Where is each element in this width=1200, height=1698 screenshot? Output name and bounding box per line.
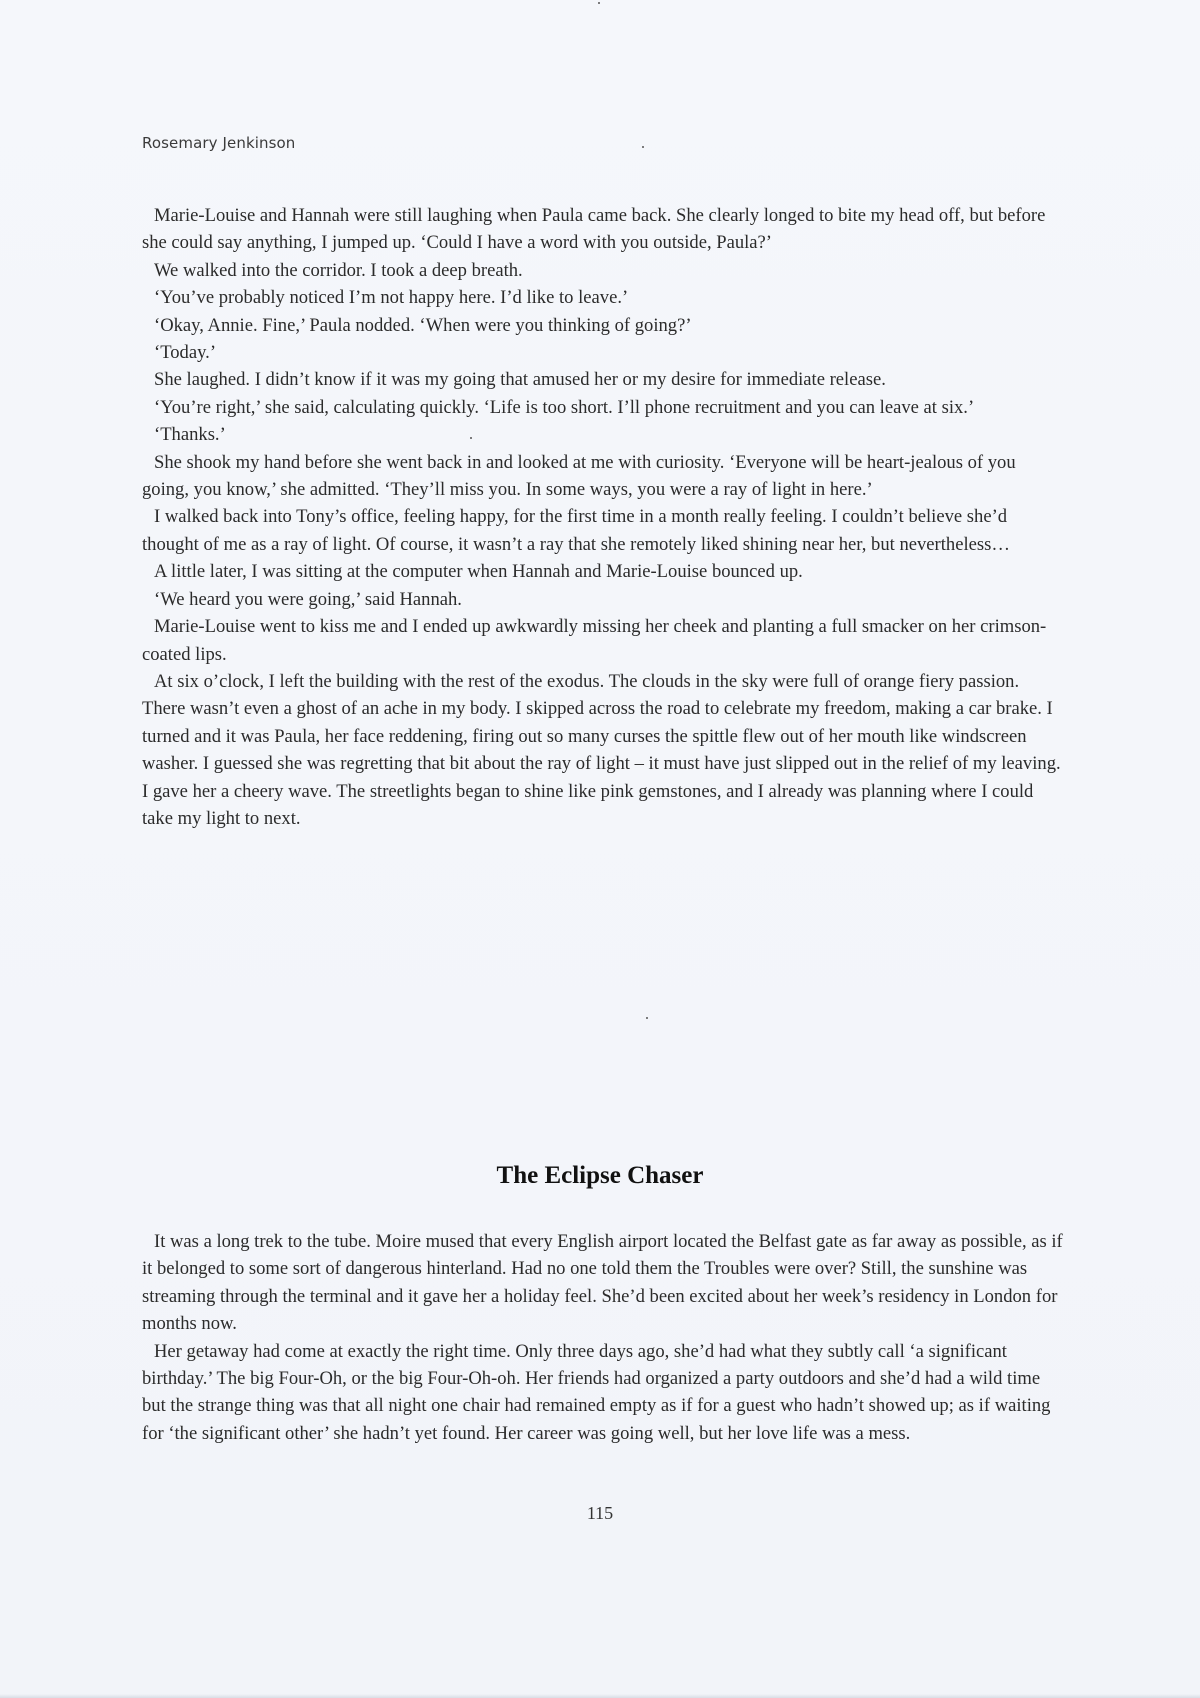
chapter-opening-text <box>142 1228 1064 1447</box>
paragraph: Marie-Louise and Hannah were still laughing when Paula came back. She clearly longed to bite my head off, but before she could say anything, I jumped up. ‘Could I have a word with you outside, Paula?’ <box>142 205 1046 254</box>
paragraph: Marie-Louise went to kiss me and I ended up awkwardly missing her cheek and planting a full smacker on her crimson-coated lips. <box>142 616 1047 665</box>
scan-speck <box>598 2 600 4</box>
paragraph: ‘You’ve probably noticed I’m not happy here. I’d like to leave.’ <box>154 287 629 309</box>
paragraph: ‘We heard you were going,’ said Hannah. <box>154 588 462 610</box>
scan-speck <box>470 437 472 439</box>
paragraph: She laughed. I didn’t know if it was my going that amused her or my desire for immediate release. <box>154 369 886 391</box>
paragraph: A little later, I was sitting at the computer when Hannah and Marie-Louise bounced up. <box>154 561 803 583</box>
paragraph: At six o’clock, I left the building with the rest of the exodus. The clouds in the sky were full of orange fiery passion. There wasn’t even a ghost of an ache in my body. I skipped across the road to celebrate my freedom, making a car brake. I turned and it was Paula, her face reddening, firing out so many curses the spittle flew out of her mouth like windscreen washer. I guessed she was regretting that bit about the ray of light – it must have just slipped out in the relief of my leaving. I gave her a cheery wave. The streetlights began to shine like pink gemstones, and I already was planning where I could take my light to next. <box>142 670 1061 829</box>
paragraph: Her getaway had come at exactly the right time. Only three days ago, she’d had what they subtly call ‘a significant birthday.’ The big Four-Oh, or the big Four-Oh-oh. Her friends had organized a party outdoors and she’d had a wild time but the strange thing was that all night one chair had remained empty as if for a guest who hadn’t showed up; as if waiting for ‘the significant other’ she hadn’t yet found. Her career was going well, but her love life was a mess. <box>142 1340 1051 1444</box>
paragraph: ‘Okay, Annie. Fine,’ Paula nodded. ‘When were you thinking of going?’ <box>154 314 692 336</box>
running-head-author: Rosemary Jenkinson <box>142 134 296 152</box>
paragraph: It was a long trek to the tube. Moire mused that every English airport located the Belfast gate as far away as possible, as if it belonged to some sort of dangerous hinterland. Had no one told them the Troubles were over? Still, the sunshine was streaming through the terminal and it gave her a holiday feel. She’d been excited about her week’s residency in London for months now. <box>142 1231 1063 1335</box>
scan-speck <box>646 1017 648 1019</box>
paragraph: I walked back into Tony’s office, feeling happy, for the first time in a month really feeling. I couldn’t believe she’d thought of me as a ray of light. Of course, it wasn’t a ray that she remotely liked shining near her, but nevertheless… <box>142 506 1010 555</box>
paragraph: She shook my hand before she went back in and looked at me with curiosity. ‘Everyone will be heart-jealous of you going, you know,’ she admitted. ‘They’ll miss you. In some ways, you were a ray of light in here.’ <box>142 451 1016 501</box>
paragraph: ‘Thanks.’ <box>154 424 226 446</box>
page-number: 115 <box>586 1503 614 1523</box>
paragraph: ‘You’re right,’ she said, calculating quickly. ‘Life is too short. I’ll phone recruitment and you can leave at six.’ <box>154 396 975 418</box>
story-ending-text <box>142 202 1064 832</box>
scan-speck <box>642 146 644 148</box>
paragraph: We walked into the corridor. I took a deep breath. <box>154 259 523 281</box>
scan-bottom-edge <box>0 1694 1200 1698</box>
paragraph: ‘Today.’ <box>154 342 217 364</box>
chapter-title: The Eclipse Chaser <box>496 1162 704 1189</box>
